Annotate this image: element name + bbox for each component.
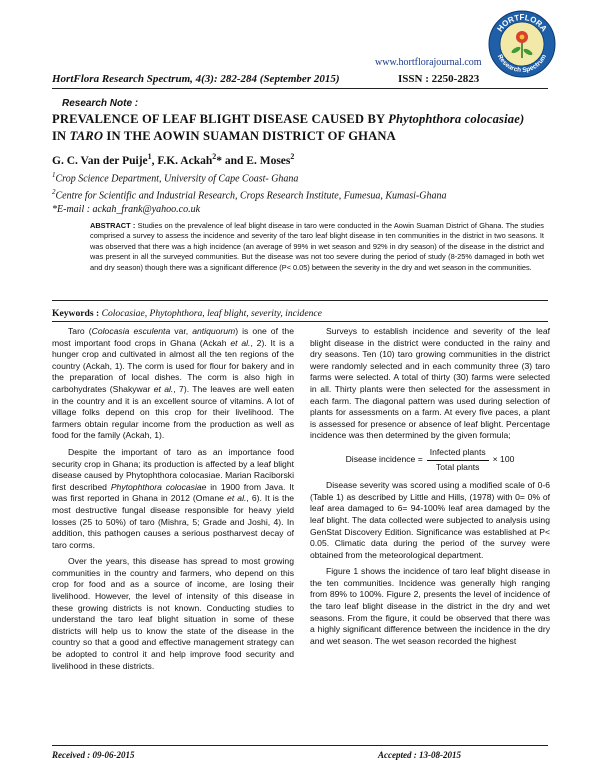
title-part-3: IN THE AOWIN SUAMAN DISTRICT OF GHANA [103,129,396,143]
corresponding-email[interactable]: *E-mail : ackah_frank@yahoo.co.uk [52,204,201,215]
accepted-date: Accepted : 13-08-2015 [378,750,461,760]
formula-numerator: Infected plants [427,447,489,461]
keywords [52,308,322,319]
author-3-sup: 2 [290,152,295,161]
abstract-rule [52,300,548,301]
author-2-star: * [216,154,222,167]
affiliation-2 [52,188,446,201]
author-list [52,152,294,167]
received-date: Received : 09-06-2015 [52,750,135,760]
title-pathogen: Phytophthora colocasiae) [388,112,525,126]
affiliation-2-sup: 2 [52,188,56,196]
article-type: Research Note : [62,98,139,109]
right-paragraph-3: Figure 1 shows the incidence of taro leaf blight disease in the ten communities. Incidence was generally high ranging from 89% to 100%. Figure 2, presents the level of incidence of the taro leaf blight disease in the district in the dry and wet seasons. From the figure, it could be observed that there was a highly significant difference between the incidence in the dry and wet season. The wet season recorded the highest [310,566,550,646]
author-2: , F.K. Ackah [151,154,213,167]
affiliation-1-sup: 1 [52,171,56,179]
affiliation-2-text: Centre for Scientific and Industrial Research, Crops Research Institute, Fumesua, Kumasi-Ghana [55,190,447,202]
keywords-rule [52,321,548,322]
formula-fraction [427,447,489,473]
left-paragraph-2: Despite the important of taro as an importance food security crop in Ghana; its production is affected by a leaf blight disease caused by Phytophthora colocasiae. Marian Raciborski first described Phytophthora colocasiae in 1900 from Java. It was first reported in Ghana in 2012 (Omane et al., 6). It is the most destructive fungal disease responsible for heavy yield losses (25 to 50%) of taro (Mishra, 5; Grade and Joshi, 4). In addition, this pathogen causes a serious postharvest decay of taro corms. [52,446,295,550]
left-column [52,326,294,677]
affiliation-1-text: Crop Science Department, University of Cape Coast- Ghana [55,173,299,185]
left-paragraph-3: Over the years, this disease has spread to most growing communities in the country and farmers, who depend on this crop for food and as a source of income, are losing their livelihood. However, the level of intensity of this disease in these growing districts is not known. Conducting studies to understand the taro leaf blight situation in some of these districts will help us to know the state of the disease in the country so that a good and effective management strategy can be adopted to control it and help improve food security and livelihood in these districts. [52,556,294,671]
left-paragraph-1: Taro (Colocasia esculenta var, antiquorum) is one of the most important food crops in Ghana (Ackah et al., 2). It is a hunger crop and cultivated in almost all the ten regions of the country (Ackah, 1). The corm is used for flour for bakery and in the preparation of local dishes. The corm is also high in carbohydrates (Shakywar et al., 7). The leaves are well eaten in the country and it is an excellent source of vitamins. A lot of village folks depend on this crop for their livelihood. The farmers obtain regular income from the production as well as food for the family (Ackah, 1). [52,326,295,441]
logo-top-text: HORTFLORA [495,13,549,34]
title-part-2: IN [52,129,70,143]
author-1-sup: 1 [147,152,152,161]
formula-multiplier: × 100 [492,454,515,465]
abstract [90,221,544,273]
header-rule [52,88,548,89]
right-column [310,326,550,652]
formula-lhs: Disease incidence = [345,454,423,465]
affiliation-1 [52,171,298,184]
right-paragraph-1: Surveys to establish incidence and severity of the leaf blight disease in the district were conducted in the rainy and dry seasons. Ten (10) taro growing communities in the district were randomly selected and in each community three (3) taro farms were selected. A total of thirty (30) farms were selected in all. Thirty plants were then selected for the assessment in each farm. The diagonal pattern was used during selection of plants for assessments on a farm. At every five paces, a plant is assessed for presence or absence of leaf blight. Percentage incidence was then determined by the given formula; [310,326,550,441]
footer-rule [52,745,548,746]
right-paragraph-2: Disease severity was scored using a modified scale of 0-6 (Table 1) as described by Little and Hills, (1978) with 0= 0% of leaf area damaged to 6= 94-100% leaf area damaged by the leaf blight. The data collected were subjected to analysis using GenStat Discovery Edition. Significance was established at P< 0.05. Climatic data during the period of the survey were obtained from the meteorological department. [310,480,550,560]
incidence-formula [310,447,550,473]
issn: ISSN : 2250-2823 [398,73,480,85]
author-2-sup: 2 [212,152,217,161]
journal-url[interactable]: www.hortflorajournal.com [375,57,482,68]
formula-denominator: Total plants [435,461,480,472]
logo-bottom-text: Research Spectrum [496,53,549,75]
author-3: and E. Moses [222,154,291,167]
keywords-label: Keywords : [52,308,100,319]
keywords-text: Colocasiae, Phytophthora, leaf blight, severity, incidence [99,308,322,319]
author-1: G. C. Van der Puije [52,154,148,167]
abstract-text: Studies on the prevalence of leaf blight disease in taro were conducted in the Aowin Suaman District of Ghana. The studies comprised a survey to assess the incidence and severity of the taro leaf blight disease in ten communities in the district in two seasons. It was observed that there was a high incidence (an average of 99% in wet season and 92% in dry season) of the disease in the district and was present in all the surveyed communities. But the disease was not too severe during the period of study (8-25% damaged in both wet and dry season) though there was a significant difference (P< 0.05) between the severity in the dry and wet season in the communities. [90,221,544,272]
abstract-label: ABSTRACT : [90,221,136,230]
journal-logo [486,8,558,80]
journal-citation: HortFlora Research Spectrum, 4(3): 282-284 (September 2015) [52,73,340,85]
title-taro: TARO [69,129,104,143]
article-title [52,111,552,145]
title-part-1: PREVALENCE OF LEAF BLIGHT DISEASE CAUSED BY [52,112,389,126]
